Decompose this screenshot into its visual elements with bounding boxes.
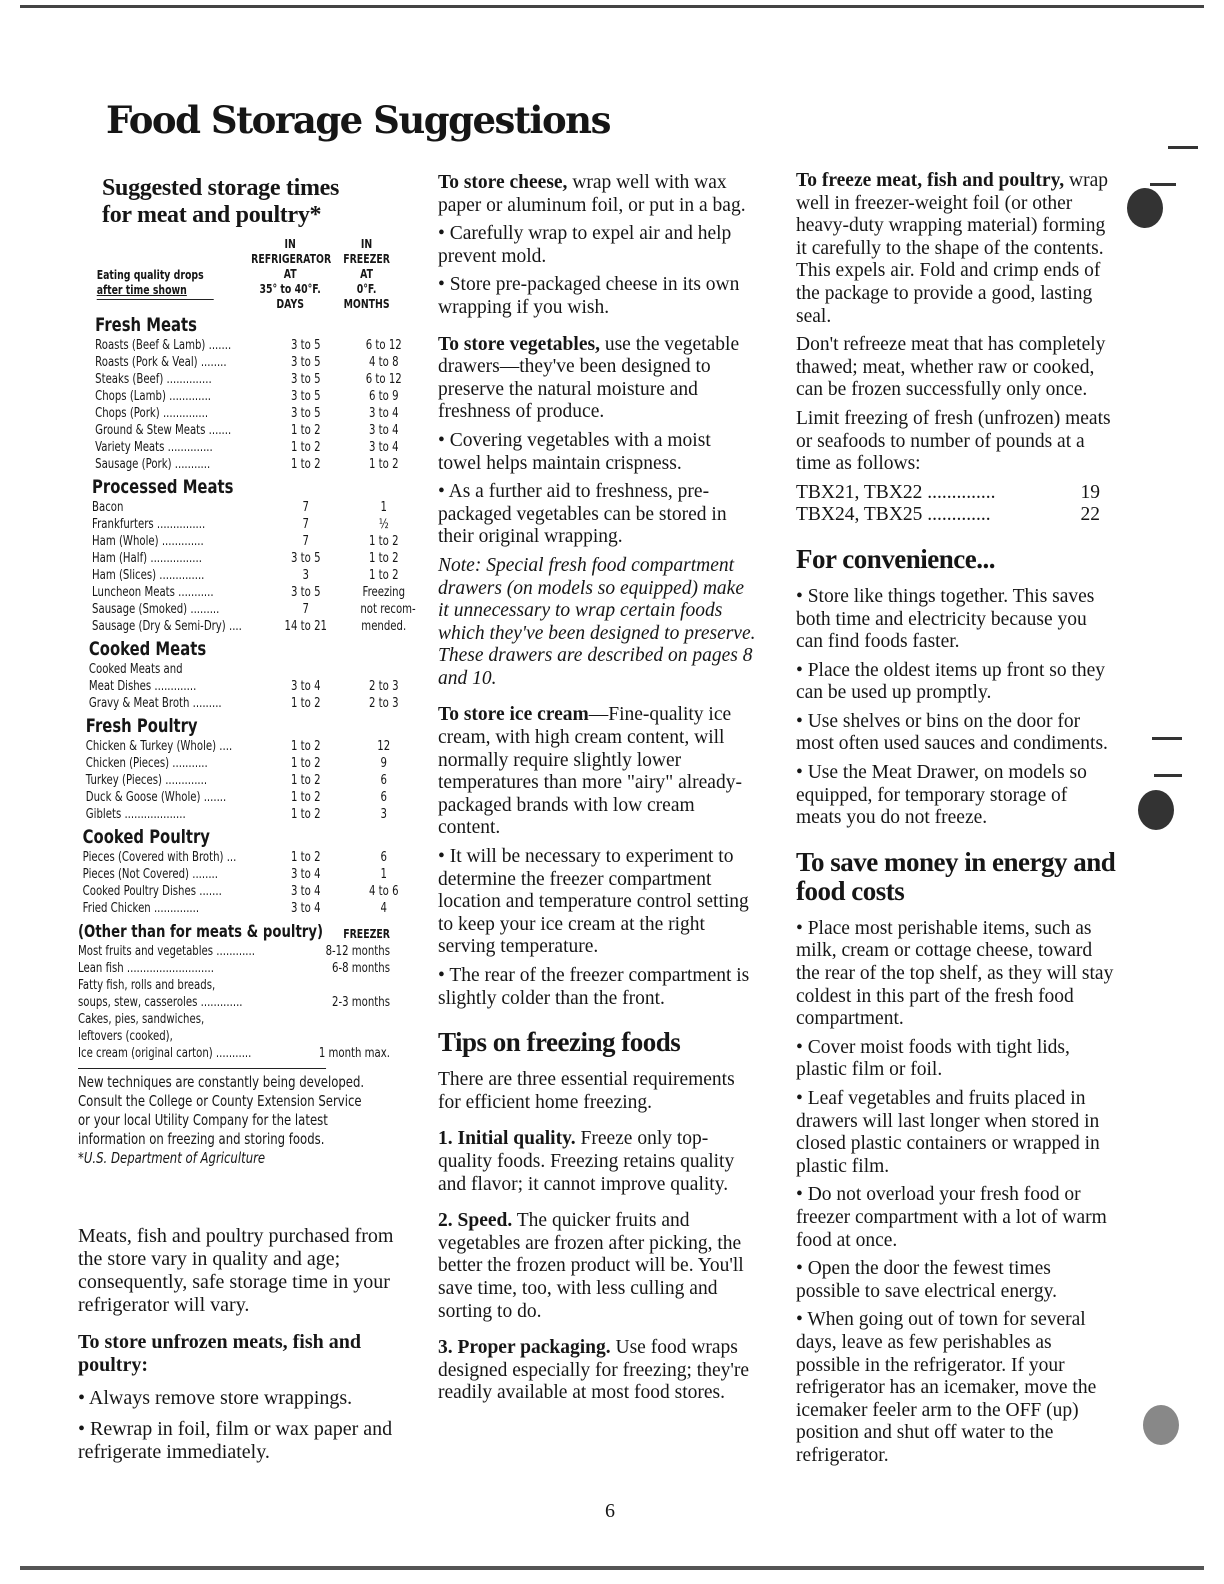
column-storage-times: [78, 175, 416, 1463]
other-row: [78, 943, 390, 960]
freezer-months: 6 to 12: [365, 338, 402, 353]
refrigerator-days: 1 to 2: [290, 457, 321, 472]
model-pounds: 22: [1080, 504, 1100, 526]
freezer-months: 6: [380, 850, 387, 865]
top-border: [20, 5, 1204, 8]
margin-mark: [1154, 774, 1182, 777]
other-food-name: soups, stew, casseroles .............: [78, 995, 243, 1010]
freeze-paragraph: [796, 170, 1116, 328]
page-title: Food Storage Suggestions: [106, 98, 610, 142]
convenience-bullet: • Place the oldest items up front so they can be used up promptly.: [796, 659, 1106, 704]
model-label: TBX21, TBX22 ..............: [796, 481, 996, 503]
section-title: Fresh Poultry: [85, 715, 198, 737]
column-lead-line2: after time shown: [96, 283, 187, 297]
food-name: Variety Meats ..............: [95, 440, 213, 455]
refrigerator-days: 1 to 2: [290, 756, 321, 771]
table-row: [83, 866, 390, 883]
table-row: [89, 661, 390, 678]
section-title: Fresh Meats: [95, 314, 197, 336]
tip3-text: Use food wraps designed especially for freezing; they're readily available at most food stores.: [438, 1337, 750, 1404]
refrigerator-days: 7: [302, 602, 309, 617]
table-row: [86, 755, 390, 772]
storage-heading: [102, 175, 408, 229]
freezer-months: 3: [380, 807, 387, 822]
refrigerator-days: 3 to 4: [290, 901, 321, 916]
freezer-months: 1 to 2: [368, 457, 399, 472]
table-header: [78, 237, 390, 311]
refrigerator-days: 1 to 2: [290, 850, 321, 865]
food-name: Pieces (Not Covered) ........: [82, 867, 219, 882]
cheese-text: wrap well with wax paper or aluminum foil, or put in a bag.: [438, 172, 746, 216]
vegetables-bullet: • Covering vegetables with a moist towel helps maintain crispness.: [438, 429, 711, 474]
other-freezer-time: 6-8 months: [332, 961, 390, 976]
refrigerator-days: 3 to 5: [290, 551, 321, 566]
other-section-title: [78, 921, 390, 943]
tip-packaging: [438, 1337, 758, 1405]
food-name: Meat Dishes .............: [88, 679, 197, 694]
table-row: [92, 618, 407, 635]
refrigerator-days: 1 to 2: [290, 790, 321, 805]
refrig-header-temp: 35° to 40°F.: [259, 282, 321, 296]
refrigerator-days: 1 to 2: [290, 696, 321, 711]
vegetables-lead: To store vegetables,: [438, 333, 600, 355]
food-name: Cooked Meats and: [88, 662, 183, 677]
note-line: Consult the College or County Extension Service: [78, 1092, 362, 1110]
table-row: [88, 695, 399, 712]
other-row: [78, 1011, 390, 1028]
save-bullet: • When going out of town for several days, leave as few perishables as possible in the refrigerator. If your refrigerator has an icemaker, move the icemaker feeler arm to the OFF (up) position and shut off water to the refrigerator.: [796, 1309, 1097, 1466]
ice-cream-paragraph: [438, 704, 758, 840]
food-name: Giblets ...................: [85, 807, 186, 822]
unfrozen-heading: To store unfrozen meats, fish and poultry:: [78, 1331, 361, 1376]
ice-cream-bullet: • The rear of the freezer compartment is slightly colder than the front.: [438, 965, 750, 1009]
freezer-months: 1 to 2: [368, 568, 399, 583]
save-bullet: • Do not overload your fresh food or freezer compartment with a lot of warm food at once.: [796, 1184, 1107, 1251]
ice-cream-lead: To store ice cream: [438, 704, 589, 726]
save-bullet: • Open the door the fewest times possible to save electrical energy.: [796, 1258, 1057, 1302]
table-row: [92, 533, 399, 550]
column-lead: [97, 268, 204, 298]
table-row: [86, 738, 390, 755]
save-bullet: • Cover moist foods with tight lids, plastic film or foil.: [796, 1036, 1070, 1081]
cheese-bullet: • Store pre-packaged cheese in its own wrapping if you wish.: [438, 274, 740, 318]
food-name: Ham (Whole) .............: [92, 534, 204, 549]
food-name: Turkey (Pieces) .............: [85, 773, 208, 788]
freezer-months: 3 to 4: [368, 406, 399, 421]
refrigerator-days: 7: [302, 534, 309, 549]
other-food-name: Most fruits and vegetables ............: [78, 944, 255, 959]
refreeze-paragraph: Don't refreeze meat that has completely thawed; meat, whether raw or cooked, can be frozen successfully only once.: [796, 334, 1106, 401]
food-name: Ham (Slices) ..............: [92, 568, 205, 583]
drawers-note: Note: Special fresh food compartment drawers (on models so equipped) make it unnecessary to wrap certain foods which they've been designed to preserve. These drawers are described on pages 8 and 10.: [438, 554, 756, 689]
food-name: Pieces (Covered with Broth) ...: [82, 850, 237, 865]
vegetables-text: use the vegetable drawers—they've been designed to preserve the natural moisture and freshness of produce.: [438, 333, 740, 423]
refrigerator-days: 7: [302, 517, 309, 532]
refrig-header-in: IN: [284, 237, 296, 251]
quality-paragraph: Meats, fish and poultry purchased from the store vary in quality and age; consequently, safe storage time in your refrigerator will vary.: [78, 1225, 394, 1316]
table-row: [86, 772, 390, 789]
table-row: [92, 550, 399, 567]
freezer-months: 6: [380, 773, 387, 788]
freezer-months: 4 to 8: [368, 355, 399, 370]
freezer-months: ½: [378, 517, 389, 532]
table-row: [86, 789, 390, 806]
other-food-name: leftovers (cooked),: [78, 1029, 173, 1044]
food-name: Roasts (Pork & Veal) ........: [95, 355, 227, 370]
other-food-name: Ice cream (original carton) ...........: [78, 1046, 252, 1061]
table-row: [95, 354, 399, 371]
food-name: Cooked Poultry Dishes .......: [82, 884, 222, 899]
food-name: Sausage (Smoked) .........: [92, 602, 220, 617]
freezer-months: 4: [380, 901, 387, 916]
bottom-border: [20, 1566, 1204, 1570]
other-rows: [78, 943, 390, 1062]
freezer-header-unit: MONTHS: [343, 297, 390, 311]
tip2-text: The quicker fruits and vegetables are frozen after picking, the better the frozen product will be. You'll save time, too, with less culling and sorting to do.: [438, 1210, 744, 1322]
binder-hole: [1138, 790, 1174, 830]
tips-intro: There are three essential requirements for efficient home freezing.: [438, 1069, 735, 1113]
freeze-lead: To freeze meat, fish and poultry,: [796, 170, 1065, 191]
note-line: or your local Utility Company for the latest: [78, 1111, 328, 1129]
tip1-text: Freeze only top-quality foods. Freezing retains quality and flavor; it cannot improve quality.: [438, 1128, 735, 1195]
cheese-paragraph: [438, 172, 758, 217]
other-title: (Other than for meats & poultry): [78, 922, 324, 942]
refrigerator-days: 1 to 2: [290, 807, 321, 822]
convenience-bullet: • Use shelves or bins on the door for most often used sauces and condiments.: [796, 710, 1108, 755]
food-name: Frankfurters ...............: [92, 517, 206, 532]
refrigerator-header: [251, 237, 332, 312]
table-row: [83, 849, 390, 866]
other-freezer-time: 1 month max.: [318, 1046, 390, 1061]
other-food-name: Fatty fish, rolls and breads,: [78, 978, 216, 993]
table-row: [95, 388, 399, 405]
table-row: [92, 499, 390, 516]
other-freezer-label: FREEZER: [343, 927, 390, 941]
other-row: [78, 994, 390, 1011]
page-number: 6: [605, 1500, 615, 1522]
other-row: [78, 1028, 390, 1045]
refrig-header-at: AT: [283, 267, 297, 281]
refrigerator-days: 7: [302, 500, 309, 515]
freezer-header: [335, 237, 397, 312]
vegetables-bullet: • As a further aid to freshness, pre-packaged vegetables can be stored in their original wrapping.: [438, 481, 727, 548]
cheese-lead: To store cheese,: [438, 172, 568, 193]
freezer-months: 3 to 4: [368, 440, 399, 455]
food-name: Sausage (Dry & Semi-Dry) ....: [92, 619, 242, 634]
refrigerator-days: 3 to 5: [290, 406, 321, 421]
table-row: [86, 806, 390, 823]
tip-initial-quality: [438, 1128, 758, 1196]
model-row: [796, 482, 1116, 505]
refrigerator-days: 3 to 5: [290, 338, 321, 353]
freezer-months: 9: [380, 756, 387, 771]
section-title: Cooked Meats: [88, 638, 207, 660]
section-title: Processed Meats: [92, 476, 234, 498]
freezer-months: 1: [380, 867, 387, 882]
refrigerator-days: 1 to 2: [290, 440, 321, 455]
margin-mark: [1152, 737, 1182, 740]
freezer-months: 1: [380, 500, 387, 515]
food-name: Ground & Stew Meats .......: [95, 423, 232, 438]
food-name: Chops (Pork) ..............: [95, 406, 209, 421]
column-freezing-energy: [796, 170, 1116, 1474]
storage-table: [78, 237, 416, 1168]
extension-note: [78, 1073, 390, 1168]
column-storing-tips: [438, 172, 758, 1411]
save-bullet: • Leaf vegetables and fruits placed in drawers will last longer when stored in closed plastic containers or wrapped in plastic film.: [796, 1088, 1100, 1177]
refrig-header-unit: DAYS: [276, 297, 304, 311]
unfrozen-bullet: • Rewrap in foil, film or wax paper and refrigerate immediately.: [78, 1418, 393, 1463]
table-row: [95, 422, 399, 439]
freezer-months: 4 to 6: [368, 884, 399, 899]
table-row: [95, 439, 399, 456]
freezer-months: 6 to 9: [368, 389, 399, 404]
freezer-months: 6: [380, 790, 387, 805]
footnote: *U.S. Department of Agriculture: [78, 1149, 266, 1167]
refrigerator-days: 3: [302, 568, 309, 583]
refrigerator-days: 14 to 21: [284, 619, 327, 634]
ice-cream-bullet: • It will be necessary to experiment to determine the freezer compartment location and temperature control setting to keep your ice cream at the right serving temperature.: [438, 846, 749, 958]
ice-cream-text: —Fine-quality ice cream, with high cream content, will normally require slightly lower temperatures than more "airy" already-packaged brands with low cream content.: [438, 704, 742, 839]
table-row: [82, 883, 399, 900]
convenience-heading: For convenience...: [796, 543, 995, 574]
freezer-header-in: IN: [360, 237, 373, 251]
other-freezer-time: 8-12 months: [325, 944, 390, 959]
food-name: Chops (Lamb) .............: [95, 389, 212, 404]
freezer-months: 2 to 3: [368, 696, 399, 711]
model-pounds: 19: [1080, 481, 1100, 503]
margin-mark: [1150, 183, 1176, 186]
margin-mark: [1168, 146, 1198, 149]
food-name: Ham (Half) ................: [92, 551, 202, 566]
other-food-name: Lean fish ...........................: [78, 961, 214, 976]
other-row: [78, 977, 390, 994]
tip3-lead: 3. Proper packaging.: [438, 1337, 611, 1359]
freezer-months: 1 to 2: [368, 534, 399, 549]
freezer-months: 3 to 4: [368, 423, 399, 438]
column1-bottom: [78, 1225, 398, 1472]
save-bullet: • Place most perishable items, such as milk, cream or cottage cheese, toward the rear of the top shelf, as they will stay coldest in this part of the fresh food compartment.: [796, 917, 1114, 1030]
refrigerator-days: 3 to 4: [290, 884, 321, 899]
section-title: Cooked Poultry: [82, 826, 210, 848]
header-rule: [97, 299, 214, 300]
refrigerator-days: 3 to 5: [290, 389, 321, 404]
note-line: information on freezing and storing foods.: [78, 1130, 325, 1148]
model-label: TBX24, TBX25 .............: [796, 504, 991, 526]
refrigerator-days: 3 to 5: [290, 585, 321, 600]
refrigerator-days: 1 to 2: [290, 773, 321, 788]
table-row: [88, 678, 399, 695]
binder-hole: [1127, 188, 1163, 228]
model-row: [796, 504, 1116, 527]
table-row: [95, 371, 402, 388]
convenience-bullet: • Store like things together. This saves both time and electricity because you can find foods faster.: [796, 585, 1095, 653]
save-money-heading: To save money in energy and food costs: [796, 846, 1116, 906]
column-lead-line1: Eating quality drops: [96, 268, 204, 282]
table-row: [92, 567, 399, 584]
table-row: [92, 601, 416, 618]
storage-heading-line2: for meat and poultry*: [102, 202, 322, 228]
other-row: [78, 1045, 390, 1062]
table-row: [95, 456, 399, 473]
refrigerator-days: 3 to 5: [290, 372, 321, 387]
freezer-months: 2 to 3: [368, 679, 399, 694]
food-name: Chicken & Turkey (Whole) ....: [85, 739, 233, 754]
vegetables-paragraph: [438, 334, 758, 424]
note-line: New techniques are constantly being developed.: [78, 1073, 365, 1091]
table-sections: [78, 313, 416, 917]
food-name: Gravy & Meat Broth .........: [88, 696, 222, 711]
table-row: [83, 900, 390, 917]
other-freezer-time: 2-3 months: [332, 995, 390, 1010]
binder-hole: [1143, 1405, 1179, 1445]
food-name: Chicken (Pieces) ...........: [85, 756, 208, 771]
other-row: [78, 960, 390, 977]
food-name: Steaks (Beef) ..............: [95, 372, 212, 387]
refrigerator-days: 1 to 2: [290, 423, 321, 438]
note-rule: [78, 1068, 326, 1069]
tip-speed: [438, 1210, 758, 1323]
other-food-name: Cakes, pies, sandwiches,: [78, 1012, 205, 1027]
table-row: [95, 337, 402, 354]
food-name: Fried Chicken ..............: [82, 901, 200, 916]
cheese-bullet: • Carefully wrap to expel air and help prevent mold.: [438, 223, 732, 267]
freezer-months: 6 to 12: [365, 372, 402, 387]
refrigerator-days: 3 to 5: [290, 355, 321, 370]
freezer-header-label: FREEZER: [343, 252, 390, 266]
tip2-lead: 2. Speed.: [438, 1210, 513, 1232]
table-row: [92, 584, 406, 601]
refrigerator-days: 3 to 4: [290, 679, 321, 694]
tip1-lead: 1. Initial quality.: [438, 1128, 576, 1150]
food-name: Sausage (Pork) ...........: [95, 457, 211, 472]
refrigerator-days: 3 to 4: [290, 867, 321, 882]
convenience-bullet: • Use the Meat Drawer, on models so equipped, for temporary storage of meats you do not freeze.: [796, 762, 1087, 829]
tips-heading: Tips on freezing foods: [438, 1027, 681, 1058]
food-name: Roasts (Beef & Lamb) .......: [95, 338, 232, 353]
freezer-months: mended.: [361, 619, 407, 634]
table-row: [95, 405, 399, 422]
food-name: Luncheon Meats ...........: [92, 585, 214, 600]
refrigerator-days: 1 to 2: [290, 739, 321, 754]
food-name: Duck & Goose (Whole) .......: [85, 790, 227, 805]
storage-heading-line1: Suggested storage times: [102, 175, 340, 201]
food-name: Bacon: [92, 500, 124, 515]
unfrozen-bullet: • Always remove store wrappings.: [78, 1387, 353, 1409]
freeze-text: wrap well in freezer-weight foil (or other heavy-duty wrapping material) forming it carefully to the shape of the contents. This expels air. Fold and crimp ends of the package to provide a good, lasting seal.: [796, 170, 1108, 327]
freezer-months: not recom-: [360, 602, 416, 617]
table-row: [92, 516, 390, 533]
freezer-months: 12: [377, 739, 391, 754]
freezer-header-temp: 0°F.: [356, 282, 377, 296]
limit-paragraph: Limit freezing of fresh (unfrozen) meats or seafoods to number of pounds at a time as follows:: [796, 407, 1111, 475]
freezer-header-at: AT: [360, 267, 374, 281]
refrig-header-label: REFRIGERATOR: [251, 252, 332, 266]
freezer-months: 1 to 2: [368, 551, 399, 566]
freezer-months: Freezing: [362, 585, 406, 600]
